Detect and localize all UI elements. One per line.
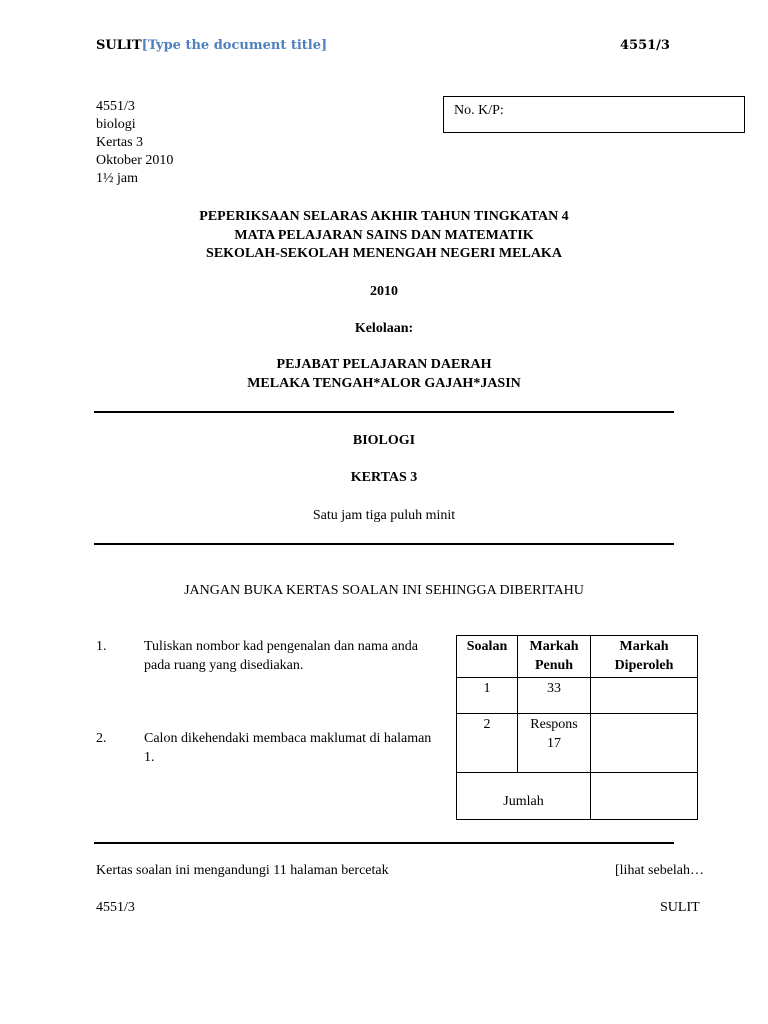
meta-duration: 1½ jam	[96, 171, 138, 186]
running-header	[96, 38, 327, 53]
cell-markah-diperoleh[interactable]	[591, 714, 698, 773]
divider-bottom	[94, 842, 674, 844]
turn-over-note: [lihat sebelah…	[615, 863, 705, 878]
kp-number-box[interactable]	[443, 96, 745, 133]
office-line1: PEJABAT PELAJARAN DAERAH	[276, 357, 492, 372]
cell-soalan: 1	[457, 678, 518, 714]
office-block	[94, 356, 674, 393]
document-title-placeholder[interactable]: [Type the document title]	[141, 38, 328, 53]
meta-paper: Kertas 3	[96, 135, 144, 150]
kp-label: No. K/P:	[454, 103, 504, 118]
paper-number: KERTAS 3	[350, 470, 418, 485]
footer-paper-code: 4551/3	[96, 900, 135, 915]
footer-sulit: SULIT	[660, 900, 700, 915]
header-paper-code: 4551/3	[620, 38, 670, 53]
instruction-item	[96, 638, 436, 678]
page-count-note: Kertas soalan ini mengandungi 11 halaman bercetak	[96, 863, 389, 878]
table-row	[457, 714, 698, 773]
instruction-number: 2.	[96, 731, 107, 746]
meta-subject: biologi	[96, 117, 136, 132]
managed-by-label: Kelolaan:	[354, 321, 414, 336]
table-header-row	[457, 636, 698, 678]
meta-date: Oktober 2010	[96, 153, 174, 168]
cell-markah-diperoleh[interactable]	[591, 678, 698, 714]
divider-middle	[94, 543, 674, 545]
header-markah-diperoleh: Markah Diperoleh	[591, 636, 698, 678]
cell-markah-penuh: 33	[518, 678, 591, 714]
header-markah-penuh: Markah Penuh	[518, 636, 591, 678]
instruction-text: Tuliskan nombor kad pengenalan dan nama anda pada ruang yang disediakan.	[144, 639, 418, 673]
paper-subject: BIOLOGI	[352, 433, 416, 448]
instruction-number: 1.	[96, 639, 107, 654]
exam-title-line1: PEPERIKSAAN SELARAS AKHIR TAHUN TINGKATAN 4	[199, 209, 569, 224]
do-not-open-warning: JANGAN BUKA KERTAS SOALAN INI SEHINGGA DIBERITAHU	[184, 583, 584, 598]
sulit-label: SULIT	[96, 38, 142, 53]
cell-soalan: 2	[457, 714, 518, 773]
paper-meta	[96, 98, 173, 188]
divider-top	[94, 411, 674, 413]
instruction-text: Calon dikehendaki membaca maklumat di halaman 1.	[144, 731, 432, 765]
exam-year: 2010	[370, 284, 398, 299]
meta-code: 4551/3	[96, 99, 135, 114]
cell-total-value[interactable]	[591, 773, 698, 820]
exam-title-line2: MATA PELAJARAN SAINS DAN MATEMATIK	[234, 227, 534, 243]
marks-table	[456, 635, 698, 820]
instruction-item	[96, 730, 436, 770]
exam-title-line3: SEKOLAH-SEKOLAH MENENGAH NEGERI MELAKA	[206, 246, 562, 261]
paper-time: Satu jam tiga puluh minit	[312, 508, 456, 523]
header-soalan: Soalan	[457, 636, 518, 678]
office-line2: MELAKA TENGAH*ALOR GAJAH*JASIN	[247, 375, 521, 391]
table-total-row	[457, 773, 698, 820]
total-label: Jumlah	[457, 773, 591, 820]
cell-markah-penuh: Respons 17	[518, 714, 591, 773]
exam-title-block	[94, 208, 674, 264]
table-row	[457, 678, 698, 714]
